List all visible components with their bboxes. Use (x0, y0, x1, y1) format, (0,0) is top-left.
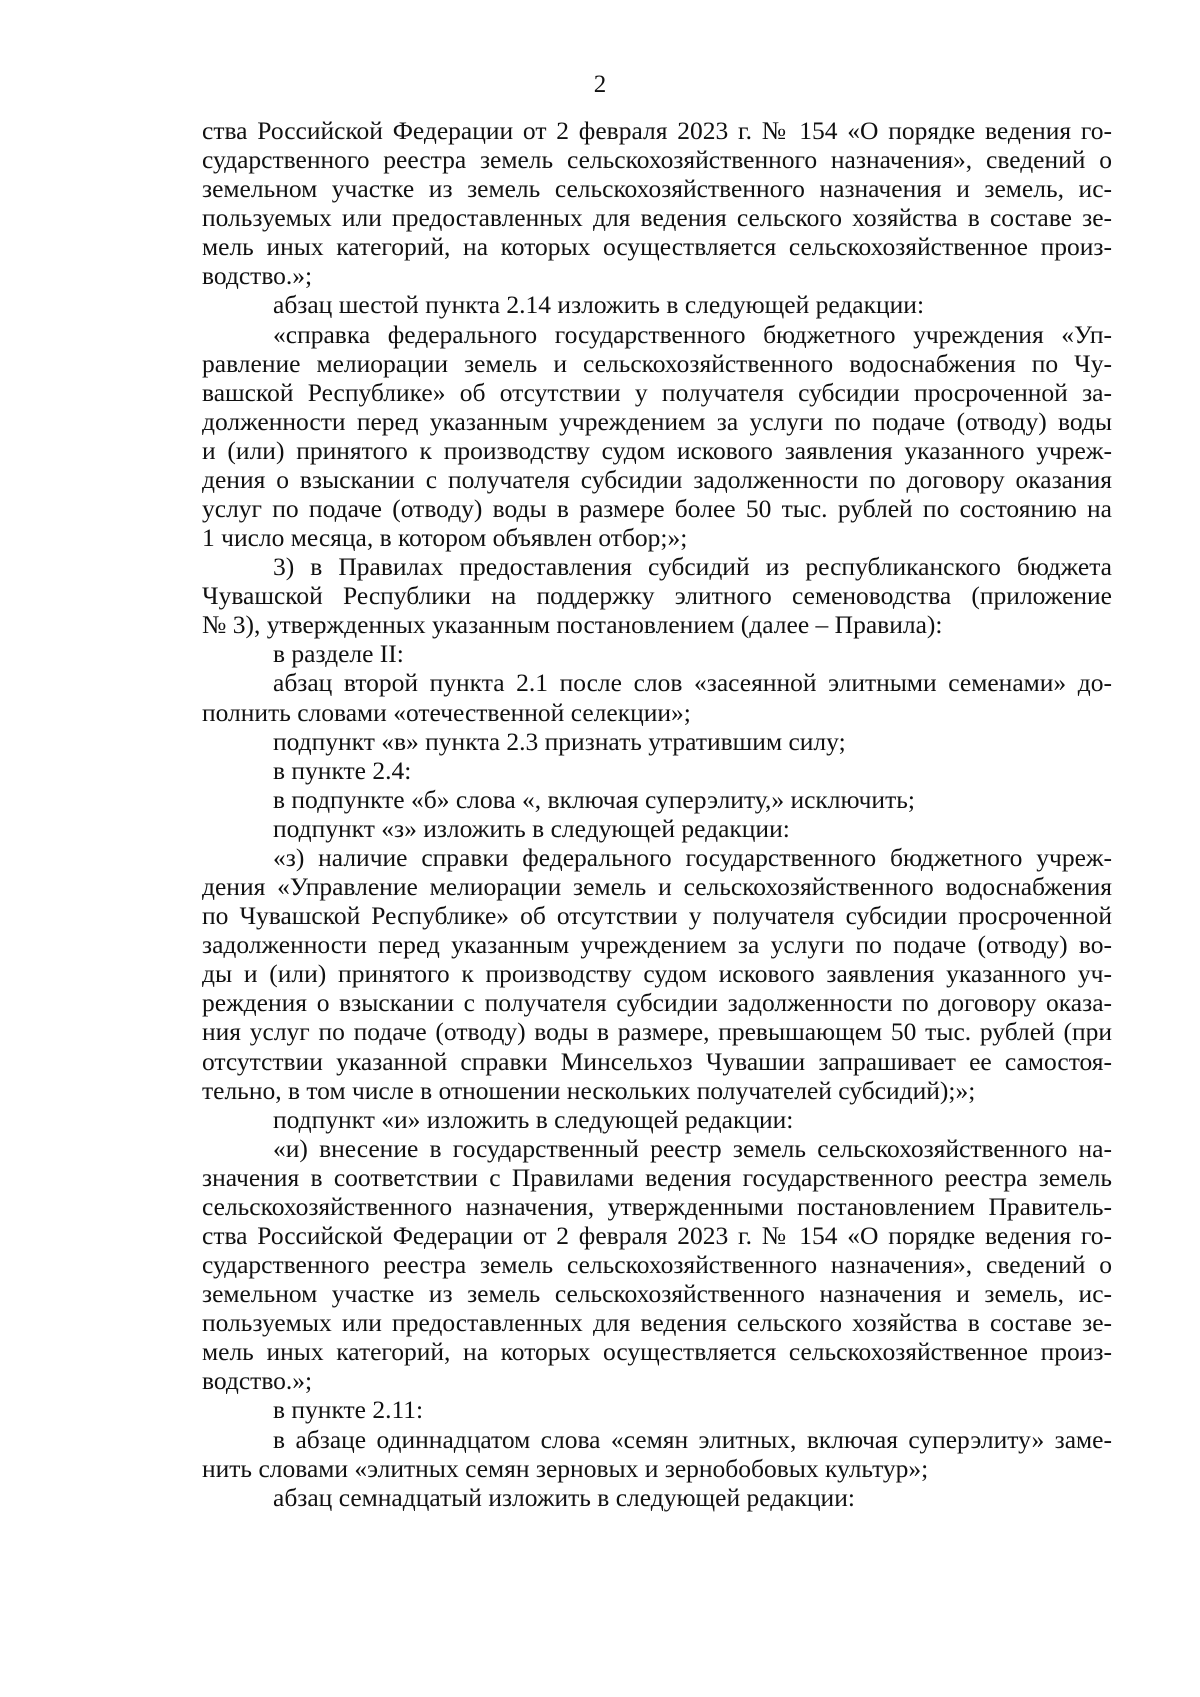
document-body (202, 116, 1112, 1512)
text-line: вашской Республике» об отсутствии у получателя субсидии просроченной за- (202, 377, 1112, 407)
text-line: мель иных категорий, на которых осуществляется сельскохозяйственное произ- (202, 232, 1112, 262)
text-line: в разделе II: (273, 639, 404, 669)
text-line: отсутствии указанной справки Минсельхоз Чувашии запрашивает ее самостоя- (202, 1046, 1112, 1076)
text-line: полнить словами «отечественной селекции»; (202, 697, 691, 727)
text-line: земельном участке из земель сельскохозяйственного назначения и земель, ис- (202, 1279, 1112, 1309)
text-line: и (или) принятого к производству судом искового заявления указанного учреж- (202, 435, 1112, 465)
text-line: в пункте 2.11: (273, 1395, 424, 1425)
text-line: Чувашской Республики на поддержку элитного семеноводства (приложение (202, 581, 1112, 611)
text-line: подпункт «и» изложить в следующей редакции: (273, 1104, 794, 1134)
text-line: задолженности перед указанным учреждением за услуги по подаче (отводу) во- (202, 930, 1112, 960)
text-line: «справка федерального государственного бюджетного учреждения «Уп- (273, 319, 1112, 349)
text-line: услуг по подаче (отводу) воды в размере более 50 тыс. рублей по состоянию на (202, 494, 1112, 524)
text-line: подпункт «з» изложить в следующей редакции: (273, 813, 790, 843)
text-line: абзац шестой пункта 2.14 изложить в следующей редакции: (273, 290, 925, 320)
text-line: 1 число месяца, в котором объявлен отбор;»; (202, 523, 688, 553)
text-line: ния услуг по подаче (отводу) воды в размере, превышающем 50 тыс. рублей (при (202, 1017, 1112, 1047)
text-line: земельном участке из земель сельскохозяйственного назначения и земель, ис- (202, 174, 1112, 204)
text-line: сударственного реестра земель сельскохозяйственного назначения», сведений о (202, 1250, 1112, 1280)
text-line: мель иных категорий, на которых осуществляется сельскохозяйственное произ- (202, 1337, 1112, 1367)
text-line: дения о взыскании с получателя субсидии задолженности по договору оказания (202, 464, 1112, 494)
text-line: в абзаце одиннадцатом слова «семян элитных, включая суперэлиту» заме- (273, 1424, 1112, 1454)
text-line: дения «Управление мелиорации земель и сельскохозяйственного водоснабжения (202, 872, 1112, 902)
text-line: в подпункте «б» слова «, включая суперэлиту,» исключить; (273, 784, 915, 814)
text-line: по Чувашской Республике» об отсутствии у получателя субсидии просроченной (202, 901, 1112, 931)
text-line: 3) в Правилах предоставления субсидий из республиканского бюджета (273, 552, 1112, 582)
text-line: равление мелиорации земель и сельскохозяйственного водоснабжения по Чу- (202, 348, 1112, 378)
text-line: долженности перед указанным учреждением за услуги по подаче (отводу) воды (202, 406, 1112, 436)
text-line: «и) внесение в государственный реестр земель сельскохозяйственного на- (273, 1133, 1112, 1163)
text-line: № 3), утвержденных указанным постановлением (далее – Правила): (202, 610, 943, 640)
text-line: в пункте 2.4: (273, 755, 412, 785)
text-line: сударственного реестра земель сельскохозяйственного назначения», сведений о (202, 145, 1112, 175)
text-line: ства Российской Федерации от 2 февраля 2023 г. № 154 «О порядке ведения го- (202, 116, 1112, 145)
text-line: водство.»; (202, 261, 313, 291)
text-line: реждения о взыскании с получателя субсидии задолженности по договору оказа- (202, 988, 1112, 1018)
text-line: водство.»; (202, 1366, 313, 1396)
text-line: ства Российской Федерации от 2 февраля 2023 г. № 154 «О порядке ведения го- (202, 1220, 1112, 1250)
text-line: абзац второй пункта 2.1 после слов «засеянной элитными семенами» до- (273, 668, 1112, 698)
text-line: ды и (или) принятого к производству судом искового заявления указанного уч- (202, 959, 1112, 989)
text-line: пользуемых или предоставленных для ведения сельского хозяйства в составе зе- (202, 203, 1112, 233)
text-line: значения в соответствии с Правилами ведения государственного реестра земель (202, 1162, 1112, 1192)
text-line: тельно, в том числе в отношении нескольких получателей субсидий);»; (202, 1075, 976, 1105)
text-line: абзац семнадцатый изложить в следующей редакции: (273, 1482, 855, 1512)
page-number: 2 (593, 71, 607, 98)
text-line: пользуемых или предоставленных для ведения сельского хозяйства в составе зе- (202, 1308, 1112, 1338)
text-line: подпункт «в» пункта 2.3 признать утратившим силу; (273, 726, 846, 756)
text-line: сельскохозяйственного назначения, утвержденными постановлением Правитель- (202, 1191, 1112, 1221)
text-line: «з) наличие справки федерального государственного бюджетного учреж- (273, 842, 1112, 872)
text-line: нить словами «элитных семян зерновых и зернобобовых культур»; (202, 1453, 929, 1483)
